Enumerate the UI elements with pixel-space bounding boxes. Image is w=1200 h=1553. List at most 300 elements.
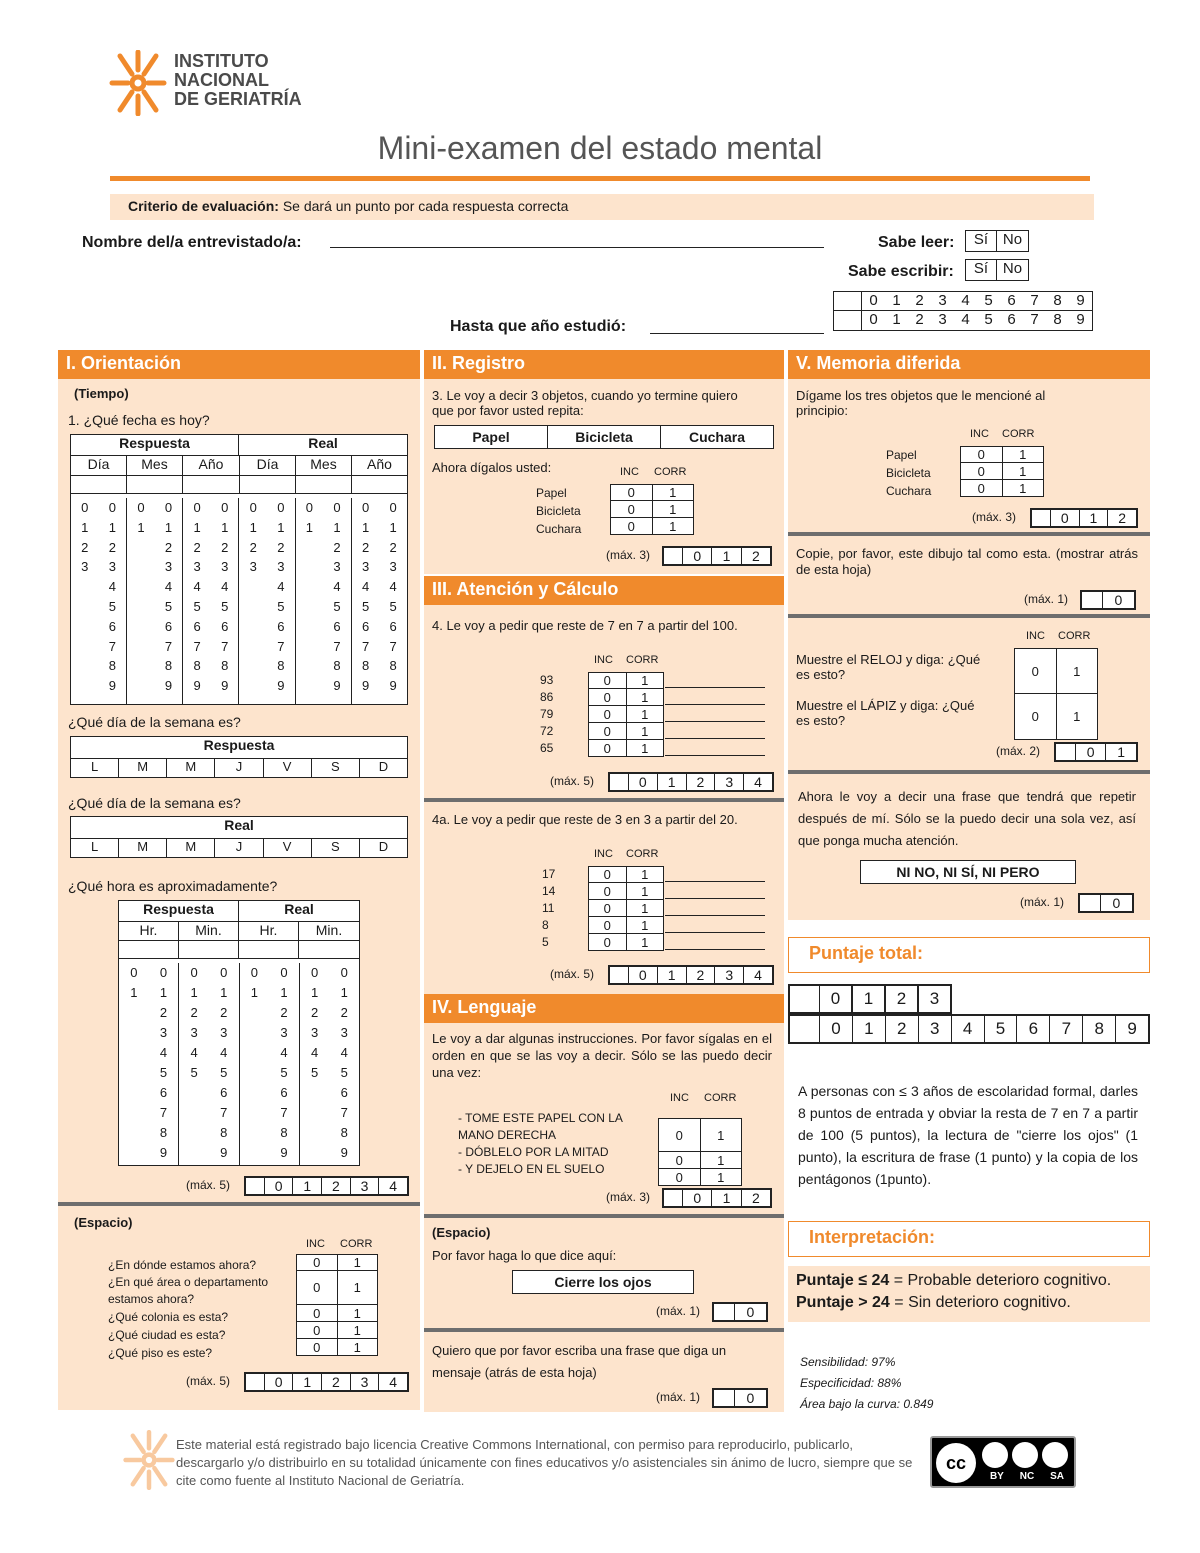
inc-option[interactable]: 0: [589, 934, 627, 950]
nombre-field[interactable]: [330, 230, 824, 248]
corr-option[interactable]: 1: [669, 518, 677, 534]
fecha-digit[interactable]: 9: [333, 678, 341, 694]
fecha-digit[interactable]: 7: [361, 638, 370, 654]
inc-option[interactable]: 0: [297, 1271, 338, 1304]
hora-digit[interactable]: 2: [220, 1005, 228, 1020]
hora-digit[interactable]: 8: [340, 1125, 348, 1140]
fecha-digit[interactable]: 0: [221, 500, 229, 515]
fecha-digit[interactable]: 1: [164, 519, 173, 535]
score-option[interactable]: 2: [741, 1190, 770, 1206]
fecha-digit[interactable]: 0: [81, 500, 89, 515]
hora-digit[interactable]: 3: [310, 1025, 319, 1040]
fecha-digit[interactable]: 1: [221, 519, 229, 535]
answer-row[interactable]: [610, 501, 694, 518]
answer-row[interactable]: [588, 706, 664, 723]
dia-semana-option[interactable]: V: [264, 759, 312, 777]
score-option[interactable]: 1: [292, 1178, 321, 1194]
corr-option[interactable]: 1: [641, 723, 649, 739]
corr-option[interactable]: 1: [1019, 463, 1027, 479]
score-option[interactable]: 3: [350, 1178, 379, 1194]
escolaridad-digit[interactable]: 3: [938, 292, 947, 309]
score-option[interactable]: 3: [714, 967, 743, 983]
total-units-option[interactable]: 3: [919, 1016, 952, 1042]
fecha-digit[interactable]: 9: [389, 678, 397, 694]
answer-row[interactable]: [1014, 694, 1098, 740]
total-tens-option[interactable]: 0: [820, 984, 853, 1014]
sabe-leer-si[interactable]: Sí: [965, 230, 997, 252]
fecha-digit[interactable]: 2: [249, 539, 257, 555]
escolaridad-digit[interactable]: 0: [869, 311, 878, 328]
answer-row[interactable]: [296, 1322, 378, 1339]
answer-line[interactable]: [665, 738, 765, 739]
escriba-score[interactable]: [712, 1388, 768, 1408]
escolaridad-digit[interactable]: 2: [915, 311, 924, 328]
inc-option[interactable]: 0: [589, 706, 627, 722]
inc-option[interactable]: 0: [659, 1119, 701, 1151]
fecha-digit[interactable]: 3: [221, 559, 229, 575]
corr-option[interactable]: 1: [1019, 447, 1027, 462]
inc-option[interactable]: 0: [961, 447, 1003, 462]
corr-option[interactable]: 1: [353, 1322, 361, 1338]
fecha-digit[interactable]: 5: [389, 598, 397, 614]
fecha-digit[interactable]: 3: [81, 559, 89, 575]
fecha-digit[interactable]: 2: [81, 539, 89, 555]
corr-option[interactable]: 1: [717, 1152, 725, 1168]
escolaridad-digit[interactable]: 1: [892, 311, 901, 328]
fecha-digit[interactable]: 5: [361, 598, 370, 614]
answer-row[interactable]: [588, 866, 664, 883]
score-option[interactable]: 2: [686, 967, 715, 983]
hora-digit[interactable]: 6: [220, 1085, 228, 1100]
dia-semana-option[interactable]: D: [378, 759, 389, 774]
score-option[interactable]: 1: [657, 967, 686, 983]
answer-line[interactable]: [665, 687, 765, 688]
fecha-digit[interactable]: 2: [164, 539, 173, 555]
inc-option[interactable]: 0: [589, 740, 627, 756]
fecha-digit[interactable]: 5: [333, 598, 341, 614]
fecha-digit[interactable]: 1: [389, 519, 397, 535]
score-option[interactable]: 1: [1105, 744, 1136, 760]
corr-option[interactable]: 1: [669, 501, 677, 517]
dia-semana-option[interactable]: M: [119, 839, 167, 857]
fecha-digit[interactable]: 7: [108, 638, 116, 654]
fecha-digit[interactable]: 3: [108, 559, 116, 575]
escolaridad-digit[interactable]: 4: [961, 292, 970, 309]
inc-option[interactable]: 0: [589, 723, 627, 739]
answer-row[interactable]: [588, 883, 664, 900]
hora-digit[interactable]: 6: [340, 1085, 348, 1100]
escolaridad-digit[interactable]: 7: [1030, 311, 1039, 328]
total-units-option[interactable]: 0: [820, 1016, 853, 1042]
inc-option[interactable]: 0: [611, 518, 653, 534]
fecha-digit[interactable]: 3: [333, 559, 341, 575]
fecha-digit[interactable]: 6: [108, 618, 116, 634]
escolaridad-digit[interactable]: 5: [984, 292, 993, 309]
answer-line[interactable]: [665, 932, 765, 933]
dia-semana-option[interactable]: M: [167, 759, 215, 777]
hora-digit[interactable]: 8: [220, 1125, 228, 1140]
answer-line[interactable]: [665, 949, 765, 950]
score-option[interactable]: 2: [321, 1178, 350, 1194]
hora-digit[interactable]: 0: [220, 965, 228, 980]
total-units-option[interactable]: 4: [952, 1016, 985, 1042]
inc-option[interactable]: 0: [659, 1152, 701, 1168]
fecha-digit[interactable]: 4: [108, 579, 116, 595]
dia-semana-option[interactable]: L: [71, 839, 119, 857]
corr-option[interactable]: 1: [641, 917, 649, 933]
score-option[interactable]: 3: [714, 774, 743, 790]
escolaridad-digit[interactable]: 9: [1076, 292, 1085, 309]
fecha-digit[interactable]: 2: [389, 539, 397, 555]
hora-digit[interactable]: 3: [159, 1025, 168, 1040]
inc-option[interactable]: 0: [589, 883, 627, 899]
dia-semana-option[interactable]: V: [264, 839, 312, 857]
cierre-score[interactable]: [712, 1302, 768, 1322]
resta3-answer-grid[interactable]: [588, 866, 664, 951]
hora-digit[interactable]: 7: [340, 1105, 348, 1120]
escolaridad-digit[interactable]: 9: [1076, 311, 1085, 328]
total-units-option[interactable]: 7: [1050, 1016, 1083, 1042]
fecha-digit[interactable]: 0: [361, 500, 370, 515]
escolaridad-digit[interactable]: 5: [984, 311, 993, 328]
total-tens-option[interactable]: 3: [919, 984, 952, 1014]
score-option[interactable]: 1: [657, 774, 686, 790]
fecha-digit[interactable]: 9: [277, 678, 285, 694]
hora-digit[interactable]: 0: [250, 965, 258, 980]
score-option[interactable]: 4: [743, 774, 772, 790]
answer-row[interactable]: [588, 934, 664, 951]
total-units-option[interactable]: 9: [1127, 1019, 1137, 1038]
score-option[interactable]: 0: [264, 1374, 293, 1390]
fecha-digit[interactable]: 4: [333, 579, 341, 595]
escolaridad-digit[interactable]: 1: [892, 292, 901, 309]
hora-digit[interactable]: 1: [310, 985, 319, 1000]
hora-digit[interactable]: 7: [280, 1105, 288, 1120]
puntaje-total-grid[interactable]: [788, 984, 1150, 1044]
fecha-digit[interactable]: 9: [221, 678, 229, 694]
hora-digit[interactable]: 0: [310, 965, 319, 980]
inc-option[interactable]: 0: [589, 867, 627, 882]
hora-digit[interactable]: 9: [280, 1145, 288, 1160]
fecha-digit[interactable]: 5: [221, 598, 229, 614]
fecha-digit[interactable]: 5: [164, 598, 173, 614]
resta7-score[interactable]: [608, 772, 774, 792]
fecha-digit[interactable]: 9: [164, 678, 173, 694]
score-option[interactable]: 0: [264, 1178, 293, 1194]
hora-digit[interactable]: 3: [220, 1025, 228, 1040]
sabe-escribir-no[interactable]: No: [997, 259, 1029, 281]
fecha-digit[interactable]: 8: [389, 658, 397, 674]
objetos-answer-grid[interactable]: [1014, 648, 1098, 740]
fecha-digit[interactable]: 4: [277, 579, 285, 595]
hora-digit[interactable]: 3: [190, 1025, 198, 1040]
fecha-digit[interactable]: 0: [137, 500, 145, 515]
corr-option[interactable]: 1: [353, 1305, 361, 1321]
hora-digit[interactable]: 4: [190, 1045, 198, 1060]
inc-option[interactable]: 0: [589, 673, 627, 688]
lenguaje-answer-grid[interactable]: [658, 1118, 742, 1186]
fecha-digit[interactable]: 1: [361, 519, 370, 535]
fecha-digit[interactable]: 3: [277, 559, 285, 575]
fecha-digit[interactable]: 2: [193, 539, 201, 555]
dia-semana-option[interactable]: D: [378, 839, 389, 854]
fecha-digit[interactable]: 3: [193, 559, 201, 575]
fecha-digit[interactable]: 6: [333, 618, 341, 634]
inc-option[interactable]: 0: [659, 1169, 701, 1185]
score-option[interactable]: 0: [734, 1304, 766, 1320]
fecha-digit[interactable]: 2: [361, 539, 370, 555]
fecha-digit[interactable]: 6: [164, 618, 173, 634]
answer-row[interactable]: [960, 446, 1044, 463]
inc-option[interactable]: 0: [961, 480, 1003, 496]
fecha-digit[interactable]: 1: [108, 519, 116, 535]
dia-semana-option[interactable]: M: [119, 759, 167, 777]
score-option[interactable]: 1: [711, 1190, 740, 1206]
answer-row[interactable]: [588, 917, 664, 934]
fecha-digit[interactable]: 3: [389, 559, 397, 575]
score-option[interactable]: 0: [682, 1190, 711, 1206]
fecha-digit[interactable]: 9: [193, 678, 201, 694]
fecha-digit[interactable]: 2: [277, 539, 285, 555]
score-option[interactable]: 0: [628, 967, 657, 983]
fecha-digit[interactable]: 6: [221, 618, 229, 634]
hora-digit[interactable]: 2: [310, 1005, 319, 1020]
fecha-digit[interactable]: 5: [108, 598, 116, 614]
fecha-digit[interactable]: 1: [333, 519, 341, 535]
fecha-digit[interactable]: 8: [277, 658, 285, 674]
answer-row[interactable]: [610, 484, 694, 501]
memoria-score[interactable]: [1030, 508, 1138, 528]
registro-score[interactable]: [662, 546, 772, 566]
hora-digit[interactable]: 0: [130, 965, 138, 980]
corr-option[interactable]: 1: [717, 1127, 725, 1143]
inc-option[interactable]: 0: [611, 501, 653, 517]
score-option[interactable]: 2: [741, 548, 770, 564]
corr-option[interactable]: 1: [641, 900, 649, 916]
answer-row[interactable]: [296, 1339, 378, 1356]
hora-digit[interactable]: 0: [159, 965, 168, 980]
hora-digit[interactable]: 1: [190, 985, 198, 1000]
score-option[interactable]: 0: [1100, 895, 1132, 911]
espacio-answer-grid[interactable]: [296, 1254, 378, 1356]
escolaridad-digit[interactable]: 4: [961, 311, 970, 328]
fecha-digit[interactable]: 0: [333, 500, 341, 515]
fecha-digit[interactable]: 6: [277, 618, 285, 634]
fecha-digit[interactable]: 8: [221, 658, 229, 674]
answer-line[interactable]: [665, 721, 765, 722]
copie-score[interactable]: [1080, 590, 1136, 610]
hora-digit[interactable]: 6: [159, 1085, 168, 1100]
fecha-digit[interactable]: 0: [193, 500, 201, 515]
hora-digit[interactable]: 1: [220, 985, 228, 1000]
score-option[interactable]: 0: [1075, 744, 1106, 760]
answer-line[interactable]: [665, 915, 765, 916]
escolaridad-digit[interactable]: 8: [1053, 311, 1062, 328]
answer-row[interactable]: [1014, 648, 1098, 694]
hora-digit[interactable]: 2: [280, 1005, 288, 1020]
dia-semana-option[interactable]: S: [312, 759, 360, 777]
score-option[interactable]: 0: [1102, 592, 1134, 608]
fecha-digit[interactable]: 3: [164, 559, 173, 575]
hora-digit[interactable]: 6: [280, 1085, 288, 1100]
corr-option[interactable]: 1: [641, 867, 649, 882]
corr-option[interactable]: 1: [353, 1280, 361, 1295]
score-option[interactable]: 0: [682, 548, 711, 564]
hora-digit[interactable]: 8: [280, 1125, 288, 1140]
fecha-digit[interactable]: 6: [361, 618, 370, 634]
fecha-digit[interactable]: 8: [193, 658, 201, 674]
answer-row[interactable]: [588, 900, 664, 917]
lenguaje-score[interactable]: [662, 1188, 772, 1208]
score-option[interactable]: 0: [734, 1390, 766, 1406]
answer-line[interactable]: [665, 881, 765, 882]
inc-option[interactable]: 0: [589, 917, 627, 933]
hora-digit[interactable]: 9: [340, 1145, 348, 1160]
hora-digit[interactable]: 1: [159, 985, 168, 1000]
fecha-digit[interactable]: 4: [193, 579, 201, 595]
fecha-digit[interactable]: 3: [361, 559, 370, 575]
hora-digit[interactable]: 1: [130, 985, 138, 1000]
fecha-digit[interactable]: 5: [277, 598, 285, 614]
answer-row[interactable]: [296, 1254, 378, 1271]
score-option[interactable]: 2: [1107, 510, 1136, 526]
fecha-digit[interactable]: 4: [221, 579, 229, 595]
corr-option[interactable]: 1: [1073, 709, 1081, 724]
fecha-digit[interactable]: 4: [361, 579, 370, 595]
fecha-digit[interactable]: 4: [389, 579, 397, 595]
answer-row[interactable]: [588, 672, 664, 689]
score-option[interactable]: 4: [378, 1374, 407, 1390]
inc-option[interactable]: 0: [297, 1339, 338, 1355]
fecha-digit[interactable]: 0: [277, 500, 285, 515]
dia-semana-respuesta-table[interactable]: [70, 736, 408, 778]
escolaridad-digit[interactable]: 6: [1007, 311, 1016, 328]
hora-digit[interactable]: 9: [159, 1145, 168, 1160]
registro-answer-grid[interactable]: [610, 484, 694, 535]
score-option[interactable]: 0: [628, 774, 657, 790]
fecha-digit[interactable]: 1: [193, 519, 201, 535]
hora-digit[interactable]: 2: [159, 1005, 168, 1020]
fecha-digit[interactable]: 0: [249, 500, 257, 515]
score-option[interactable]: 4: [743, 967, 772, 983]
score-option[interactable]: 4: [378, 1178, 407, 1194]
answer-row[interactable]: [296, 1305, 378, 1322]
hora-digit[interactable]: 4: [340, 1045, 348, 1060]
total-units-option[interactable]: 6: [1017, 1016, 1050, 1042]
inc-option[interactable]: 0: [611, 485, 653, 500]
hora-digit[interactable]: 8: [159, 1125, 168, 1140]
hora-digit[interactable]: 7: [159, 1105, 168, 1120]
cc-license-badge[interactable]: [930, 1436, 1076, 1488]
fecha-digit[interactable]: 0: [389, 500, 397, 515]
escolaridad-digit[interactable]: 2: [915, 292, 924, 309]
frase-score[interactable]: [1078, 893, 1134, 913]
hora-digit[interactable]: 5: [340, 1065, 348, 1080]
hora-digit[interactable]: 4: [280, 1045, 288, 1060]
score-option[interactable]: 2: [321, 1374, 350, 1390]
score-option[interactable]: 1: [1079, 510, 1108, 526]
inc-option[interactable]: 0: [961, 463, 1003, 479]
fecha-digit[interactable]: 1: [305, 519, 314, 535]
inc-option[interactable]: 0: [1015, 649, 1057, 693]
escolaridad-digit[interactable]: 8: [1053, 292, 1062, 309]
fecha-digit[interactable]: 6: [389, 618, 397, 634]
score-option[interactable]: 0: [1050, 510, 1079, 526]
inc-option[interactable]: 0: [297, 1255, 338, 1270]
inc-option[interactable]: 0: [297, 1305, 338, 1321]
fecha-digit[interactable]: 7: [277, 638, 285, 654]
hasta-field[interactable]: [650, 316, 824, 334]
fecha-digit[interactable]: 4: [164, 579, 173, 595]
orientacion-espacio-score[interactable]: [244, 1372, 409, 1392]
sabe-escribir-si[interactable]: Sí: [965, 259, 997, 281]
fecha-digit[interactable]: 7: [389, 638, 397, 654]
total-tens-option[interactable]: 1: [853, 984, 886, 1014]
dia-semana-option[interactable]: J: [215, 759, 263, 777]
inc-option[interactable]: 0: [589, 689, 627, 705]
answer-row[interactable]: [610, 518, 694, 535]
inc-option[interactable]: 0: [1015, 694, 1057, 739]
inc-option[interactable]: 0: [589, 900, 627, 916]
hora-digit[interactable]: 7: [220, 1105, 228, 1120]
total-tens-option[interactable]: 2: [886, 984, 919, 1014]
corr-option[interactable]: 1: [1073, 663, 1081, 679]
answer-row[interactable]: [296, 1271, 378, 1305]
resta3-score[interactable]: [608, 965, 774, 985]
corr-option[interactable]: 1: [353, 1255, 361, 1270]
escolaridad-digit[interactable]: 3: [938, 311, 947, 328]
corr-option[interactable]: 1: [669, 485, 677, 500]
score-option[interactable]: 3: [350, 1374, 379, 1390]
fecha-digit[interactable]: 7: [221, 638, 229, 654]
fecha-digit[interactable]: 8: [108, 658, 116, 674]
dia-semana-option[interactable]: J: [215, 839, 263, 857]
score-option[interactable]: 2: [686, 774, 715, 790]
answer-row[interactable]: [960, 463, 1044, 480]
hora-digit[interactable]: 0: [190, 965, 198, 980]
answer-row[interactable]: [658, 1118, 742, 1152]
answer-row[interactable]: [658, 1152, 742, 1169]
fecha-digit[interactable]: 2: [108, 539, 116, 555]
escolaridad-digit[interactable]: 7: [1030, 292, 1039, 309]
hora-digit[interactable]: 4: [159, 1045, 168, 1060]
fecha-digit[interactable]: 9: [361, 678, 370, 694]
dia-semana-real-table[interactable]: [70, 816, 408, 858]
corr-option[interactable]: 1: [641, 934, 649, 950]
fecha-digit[interactable]: 2: [221, 539, 229, 555]
hora-digit[interactable]: 1: [280, 985, 288, 1000]
dia-semana-option[interactable]: S: [312, 839, 360, 857]
orientacion-tiempo-score[interactable]: [244, 1176, 409, 1196]
dia-semana-option[interactable]: M: [167, 839, 215, 857]
hora-digit[interactable]: 3: [340, 1025, 348, 1040]
hora-digit[interactable]: 0: [340, 965, 348, 980]
corr-option[interactable]: 1: [1019, 480, 1027, 496]
corr-option[interactable]: 1: [641, 740, 649, 756]
total-units-option[interactable]: 8: [1083, 1016, 1116, 1042]
hora-digit[interactable]: 9: [220, 1145, 228, 1160]
corr-option[interactable]: 1: [353, 1339, 361, 1355]
answer-row[interactable]: [960, 480, 1044, 497]
fecha-digit[interactable]: 8: [164, 658, 173, 674]
resta7-answer-grid[interactable]: [588, 672, 664, 757]
hora-digit[interactable]: 4: [220, 1045, 228, 1060]
score-option[interactable]: 1: [711, 548, 740, 564]
answer-line[interactable]: [665, 898, 765, 899]
fecha-digit[interactable]: 1: [277, 519, 285, 535]
answer-row[interactable]: [588, 723, 664, 740]
fecha-digit[interactable]: 0: [305, 500, 314, 515]
